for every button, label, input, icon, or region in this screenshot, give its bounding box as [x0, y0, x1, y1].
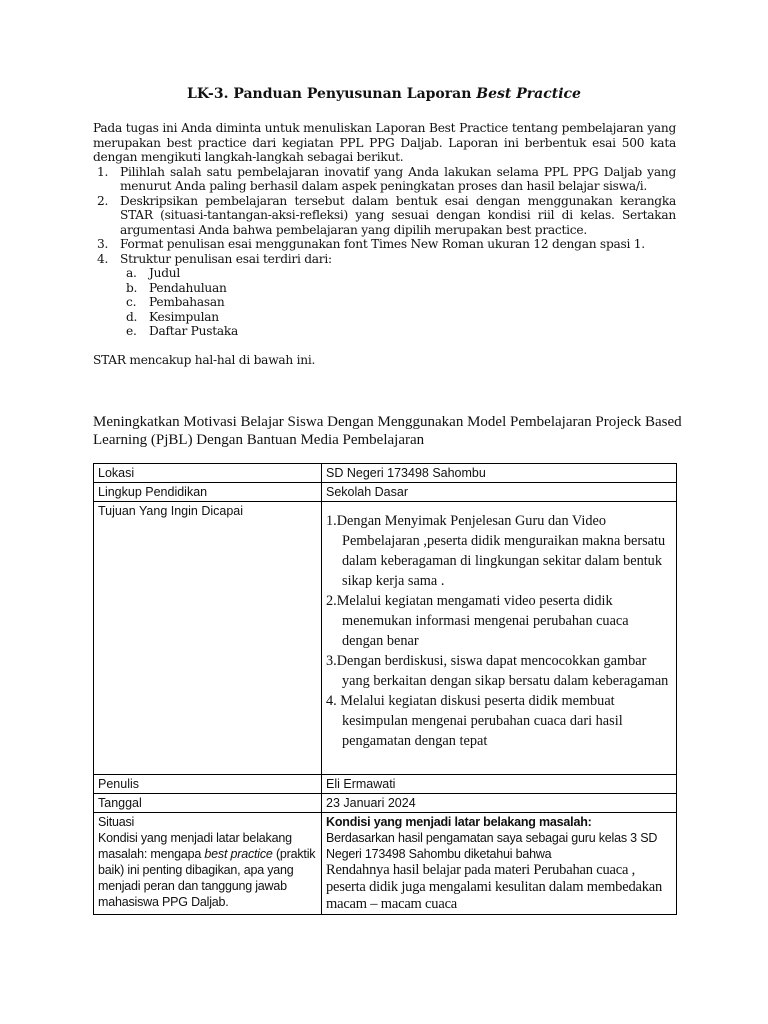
document-title: LK-3. Panduan Penyusunan Laporan Best Practice	[187, 86, 581, 102]
list-item: 1. Pilihlah salah satu pembelajaran inovatif yang Anda lakukan selama PPL PPG Daljab yang menurut Anda paling berhasil dalam aspek peningkatan proses dan hasil belajar siswa/i.	[97, 164, 676, 193]
table-row	[94, 464, 677, 483]
list-item: d. Kesimpulan	[126, 309, 219, 324]
table-row	[94, 483, 677, 502]
lingkup-value: Sekolah Dasar	[322, 483, 677, 502]
instructions	[93, 121, 676, 368]
star-note: STAR mencakup hal-hal di bawah ini.	[93, 353, 316, 367]
best-practice-table	[93, 463, 677, 915]
situasi-text-large: Rendahnya hasil belajar pada materi Perubahan cuaca , peserta didik juga mengalami kesulitan dalam membedakan macam – macam cuaca	[326, 862, 663, 912]
list-item: b. Pendahuluan	[126, 280, 227, 295]
table-row	[94, 775, 677, 794]
tanggal-value: 23 Januari 2024	[322, 794, 677, 813]
intro-paragraph: Pada tugas ini Anda diminta untuk menuliskan Laporan Best Practice tentang pembelajaran yang merupakan best practice dari kegiatan PPL PPG Daljab. Laporan ini berbentuk esai 500 kata dengan mengikuti langkah-langkah sebagai berikut.	[93, 121, 676, 164]
list-item: a. Judul	[126, 266, 181, 280]
situasi-label-cell	[94, 813, 322, 915]
lingkup-label: Lingkup Pendidikan	[94, 483, 322, 502]
list-item: e. Daftar Pustaka	[126, 324, 239, 338]
lokasi-value: SD Negeri 173498 Sahombu	[322, 464, 677, 483]
goal-item: 1.Dengan Menyimak Penjelesan Guru dan Video Pembelajaran ,peserta didik menguraikan makna bersatu dalam keberagaman di lingkungan sekitar dalam bentuk sikap kerja sama .	[326, 513, 666, 589]
list-item: 3. Format penulisan esai menggunakan font Times New Roman ukuran 12 dengan spasi 1.	[97, 237, 645, 251]
goal-item: 2.Melalui kegiatan mengamati video peserta didik menemukan informasi mengenai perubahan cuaca dengan benar	[326, 593, 629, 649]
situasi-text: Berdasarkan hasil pengamatan saya sebagai guru kelas 3 SD Negeri 173498 Sahombu diketahui bahwa	[326, 831, 658, 861]
structure-list	[120, 266, 676, 339]
table-row	[94, 502, 677, 775]
lokasi-label: Lokasi	[94, 464, 322, 483]
list-item: 2. Deskripsikan pembelajaran tersebut dalam bentuk esai dengan menggunakan kerangka STAR (situasi-tantangan-aksi-refleksi) yang sesuai dengan kondisi riil di kelas. Sertakan argumentasi Anda bahwa pembelajaran yang dipilih merupakan best practice.	[97, 193, 676, 237]
penulis-label: Penulis	[94, 775, 322, 794]
situasi-value-cell	[322, 813, 677, 915]
tujuan-value	[322, 502, 677, 775]
list-item: c. Pembahasan	[126, 295, 225, 309]
goals-list	[326, 503, 672, 773]
tanggal-label: Tanggal	[94, 794, 322, 813]
situasi-heading: Kondisi yang menjadi latar belakang masalah:	[326, 815, 592, 829]
penulis-value: Eli Ermawati	[322, 775, 677, 794]
steps-list	[93, 165, 676, 339]
list-item: 4. Struktur penulisan esai terdiri dari: a. Judul b. Pendahuluan c. Pembahasan d. Kesimpulan e. Daftar Pustaka	[93, 252, 676, 339]
table-row	[94, 794, 677, 813]
situasi-description: Kondisi yang menjadi latar belakang masalah: mengapa best practice (praktik baik) ini penting dibagikan, apa yang menjadi peran dan tanggung jawab mahasiswa PPG Daljab.	[98, 831, 316, 909]
situasi-label: Situasi	[98, 815, 135, 829]
goal-item: 4. Melalui kegiatan diskusi peserta didik membuat kesimpulan mengenai perubahan cuaca dari hasil pengamatan dengan tepat	[326, 693, 623, 749]
goal-item: 3.Dengan berdiskusi, siswa dapat mencocokkan gambar yang berkaitan dengan sikap bersatu dalam keberagaman	[326, 653, 669, 689]
tujuan-label: Tujuan Yang Ingin Dicapai	[94, 502, 322, 775]
table-row	[94, 813, 677, 915]
essay-title: Meningkatkan Motivasi Belajar Siswa Dengan Menggunakan Model Pembelajaran Projeck Based Learning (PjBL) Dengan Bantuan Media Pembelajaran	[93, 414, 682, 448]
